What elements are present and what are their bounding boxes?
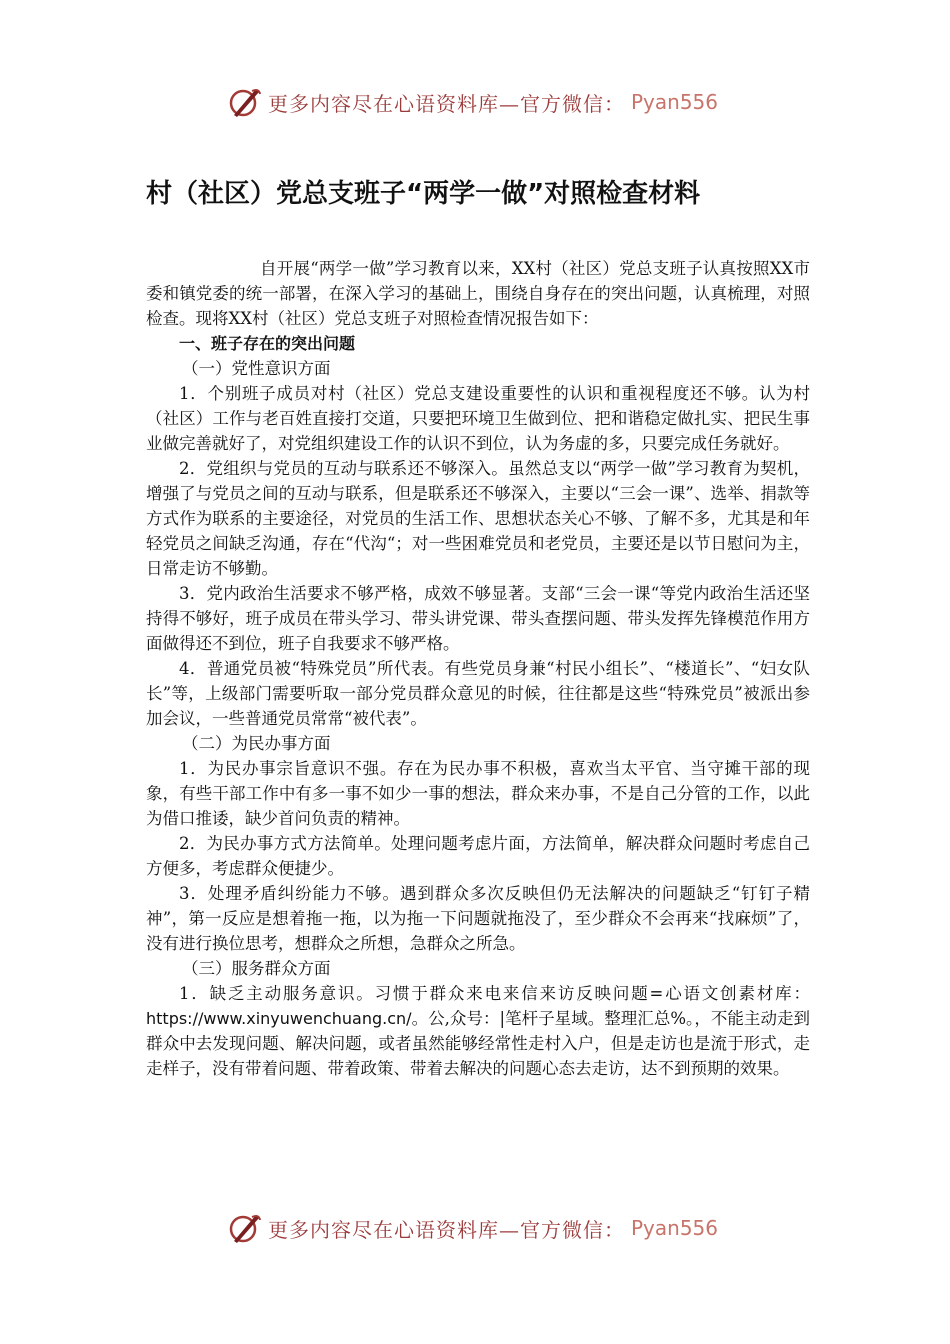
intro-paragraph: 自开展“两学一做”学习教育以来，XX村（社区）党总支班子认真按照XX市委和镇党委的统一部署，在深入学习的基础上，围绕自身存在的突出问题，认真梳理，对照检查。现将XX村（社区）党总支班子对照检查情况报告如下： [146,259,810,328]
subsection-heading-2: （二）为民办事方面 [182,734,331,753]
quill-pen-logo-icon [228,1211,262,1245]
list-item-text: 。公,众号：|笔杆子星域。整理汇总%。，不能主动走到群众中去发现问题、解决问题，或者虽然能够经常性走村入户，但是走访也是流于形式，走走样子，没有带着问题、带着政策、带着去解决的问题心态去走访，达不到预期的效果。 [146,1009,810,1078]
banner-text: 更多内容尽在心语资料库—官方微信： [268,91,625,116]
list-item: 2．党组织与党员的互动与联系还不够深入。虽然总支以“两学一做”学习教育为契机，增强了与党员之间的互动与联系，但是联系还不够深入，主要以“三会一课”、选举、捐款等方式作为联系的主要途径，对党员的生活工作、思想状态关心不够、了解不多，尤其是和年轻党员之间缺乏沟通，存在“代沟“；对一些困难党员和老党员，主要还是以节日慰问为主，日常走访不够勤。 [146,459,810,578]
list-item: 4．普通党员被“特殊党员”所代表。有些党员身兼“村民小组长”、“楼道长”、“妇女队长”等，上级部门需要听取一部分党员群众意见的时候，往往都是这些“特殊党员”被派出参加会议，一些普通党员常常“被代表”。 [146,659,810,728]
section-heading-1: 一、班子存在的突出问题 [179,334,356,353]
source-url: https://www.xinyuwenchuang.cn/ [146,1009,412,1028]
subsection-heading-1: （一）党性意识方面 [182,359,331,378]
list-item: 1．为民办事宗旨意识不强。存在为民办事不积极，喜欢当太平官、当守摊干部的现象，有些干部工作中有多一事不如少一事的想法，群众来办事，不是自己分管的工作，以此为借口推诿，缺少首问负责的精神。 [146,759,810,828]
list-item: 3．处理矛盾纠纷能力不够。遇到群众多次反映但仍无法解决的问题缺乏“钉钉子精神”，第一反应是想着拖一拖，以为拖一下问题就拖没了，至少群众不会再来“找麻烦”了，没有进行换位思考，想群众之所想，急群众之所急。 [146,884,810,953]
document-body [146,256,810,1081]
document-title: 村（社区）党总支班子“两学一做”对照检查材料 [146,179,701,209]
subsection-heading-3: （三）服务群众方面 [182,959,331,978]
footer-banner [228,1208,718,1248]
list-item: 2．为民办事方式方法简单。处理问题考虑片面，方法简单，解决群众问题时考虑自己方便多，考虑群众便捷少。 [146,834,810,878]
quill-pen-logo-icon [228,85,262,119]
list-item-text: 1．缺乏主动服务意识。习惯于群众来电来信来访反映问题=心语文创素材库： [179,984,810,1003]
wechat-handle: Pyan556 [631,90,719,114]
list-item: 3．党内政治生活要求不够严格，成效不够显著。支部“三会一课“等党内政治生活还坚持得不够好，班子成员在带头学习、带头讲党课、带头查摆问题、带头发挥先锋模范作用方面做得还不到位，班子自我要求不够严格。 [146,584,810,653]
list-item [146,981,810,1081]
list-item: 1．个别班子成员对村（社区）党总支建设重要性的认识和重视程度还不够。认为村（社区）工作与老百姓直接打交道，只要把环境卫生做到位、把和谐稳定做扎实、把民生事业做完善就好了，对党组织建设工作的认识不到位，认为务虚的多，只要完成任务就好。 [146,384,810,453]
header-banner [228,82,718,122]
banner-text: 更多内容尽在心语资料库—官方微信： [268,1217,625,1242]
wechat-handle: Pyan556 [631,1216,719,1240]
